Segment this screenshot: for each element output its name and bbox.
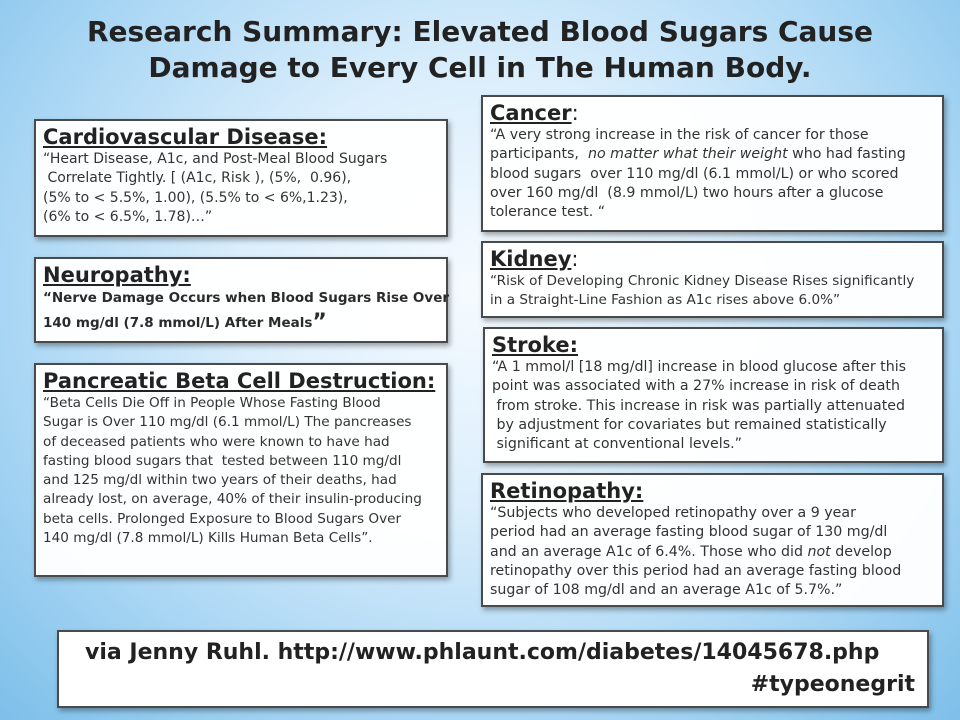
text-line: from stroke. This increase in risk was partially attenuated (492, 397, 906, 414)
stroke-heading: Stroke: (492, 333, 578, 357)
text-line: “A very strong increase in the risk of cancer for those (490, 127, 869, 143)
text-line: period had an average fasting blood sugar of 130 mg/dl (490, 524, 888, 541)
stroke-text (492, 358, 935, 454)
text-line: already lost, on average, 40% of their insulin-producing (43, 491, 422, 508)
text-line: Sugar is Over 110 mg/dl (6.1 mmol/L) The pancreases (43, 414, 412, 431)
retinopathy-heading: Retinopathy: (490, 479, 644, 503)
cardiovascular-box (34, 119, 448, 237)
text-line: tolerance test. “ (490, 204, 606, 221)
kidney-heading (490, 246, 935, 272)
credit-footer (57, 630, 929, 708)
text-line: point was associated with a 27% increase in risk of death (492, 378, 900, 395)
pancreatic-box (34, 363, 448, 577)
text-line (490, 543, 935, 562)
cancer-text (490, 126, 935, 222)
pancreatic-heading: Pancreatic Beta Cell Destruction: (43, 369, 436, 393)
text-line: “Risk of Developing Chronic Kidney Disease Rises significantly (490, 273, 915, 289)
title-line-2: Damage to Every Cell in The Human Body. (148, 51, 812, 84)
retinopathy-text (490, 504, 935, 600)
emphasis: not (807, 543, 831, 560)
text-line: in a Straight-Line Fashion as A1c rises above 6.0%” (490, 292, 841, 309)
text-line: significant at conventional levels.” (492, 436, 742, 453)
text-line: Correlate Tightly. [ (A1c, Risk ), (5%, 0.96), (43, 170, 352, 187)
text-segment: and an average A1c of 6.4%. Those who did (490, 543, 808, 560)
kidney-heading-label: Kidney (490, 247, 572, 271)
kidney-box (481, 241, 944, 318)
text-line: fasting blood sugars that tested between 110 mg/dl (43, 452, 402, 469)
page-title (60, 14, 900, 86)
text-line (490, 145, 935, 164)
text-line: sugar of 108 mg/dl and an average A1c of 5.7%.” (490, 582, 843, 599)
hashtag: #typeonegrit (750, 672, 915, 697)
cancer-heading-label: Cancer (490, 101, 572, 125)
cardiovascular-text (43, 150, 439, 227)
text-line: (6% to < 6.5%, 1.78)…” (43, 208, 213, 225)
text-line: retinopathy over this period had an average fasting blood (490, 562, 902, 579)
text-line: 140 mg/dl (7.8 mmol/L) Kills Human Beta Cells”. (43, 530, 373, 547)
text-line: of deceased patients who were known to have had (43, 433, 390, 450)
heading-colon: : (571, 101, 579, 125)
text-line: beta cells. Prolonged Exposure to Blood Sugars Over (43, 510, 402, 527)
cancer-heading (490, 100, 935, 126)
pancreatic-text (43, 394, 439, 548)
text-line: “A 1 mmol/l [18 mg/dl] increase in blood glucose after this (492, 359, 907, 375)
text-line: “Heart Disease, A1c, and Post-Meal Blood Sugars (43, 151, 388, 167)
text-line: 140 mg/dl (7.8 mmol/L) After Meals (43, 315, 313, 331)
close-quote: ” (312, 310, 327, 335)
text-line: blood sugars over 110 mg/dl (6.1 mmol/L) or who scored (490, 165, 899, 182)
emphasis: no matter what their weight (587, 146, 788, 163)
text-line: and 125 mg/dl within two years of their deaths, had (43, 472, 397, 489)
kidney-text (490, 272, 935, 311)
stroke-box (483, 327, 944, 463)
text-line: by adjustment for covariates but remained statistically (492, 416, 887, 433)
text-line-group (43, 310, 439, 335)
cancer-box (481, 95, 944, 232)
source-credit: via Jenny Ruhl. http://www.phlaunt.com/diabetes/14045678.php (85, 640, 880, 665)
text-line: (5% to < 5.5%, 1.00), (5.5% to < 6%,1.23), (43, 189, 348, 206)
text-segment: develop (830, 543, 892, 560)
retinopathy-box (481, 473, 944, 607)
neuropathy-text (43, 288, 450, 335)
cardiovascular-heading: Cardiovascular Disease: (43, 125, 328, 149)
heading-colon: : (571, 247, 579, 271)
neuropathy-box (34, 257, 448, 343)
text-line: over 160 mg/dl (8.9 mmol/L) two hours after a glucose (490, 184, 884, 201)
text-line: “Nerve Damage Occurs when Blood Sugars Rise Over (43, 290, 450, 306)
neuropathy-heading: Neuropathy: (43, 263, 191, 287)
text-line: “Subjects who developed retinopathy over a 9 year (490, 505, 856, 521)
text-segment: who had fasting (787, 146, 906, 163)
title-line-1: Research Summary: Elevated Blood Sugars Cause (86, 15, 874, 48)
text-line: “Beta Cells Die Off in People Whose Fasting Blood (43, 395, 381, 411)
text-segment: participants, (490, 146, 588, 163)
